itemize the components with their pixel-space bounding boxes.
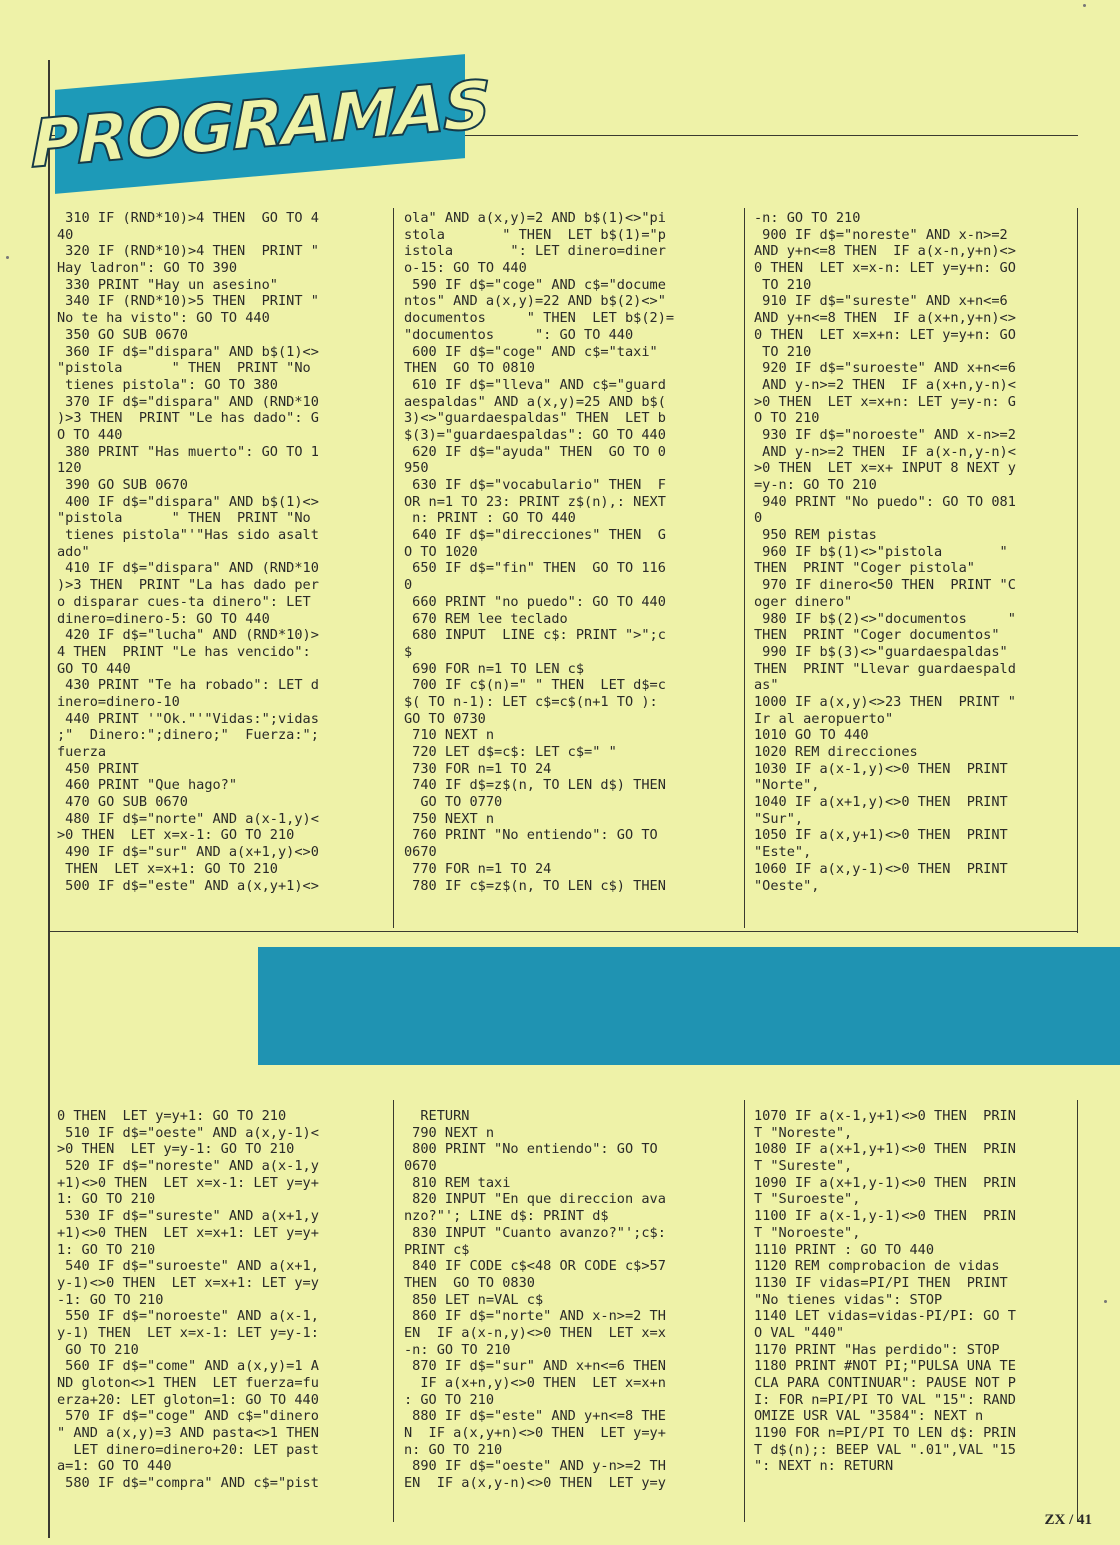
code-line: "No tienes vidas": STOP [754,1291,943,1308]
code-line: RETURN [404,1108,470,1124]
code-line: 400 IF d$="dispara" AND b$(1)<> [57,493,319,510]
code-line: LET dinero=dinero+20: LET past [57,1441,319,1458]
code-line: 520 IF d$="noreste" AND a(x-1,y [57,1158,319,1175]
code-line: 1060 IF a(x,y-1)<>0 THEN PRINT [754,860,1008,877]
code-line: n: GO TO 210 [404,1441,503,1458]
code-line: oger dinero" [754,593,853,610]
code-line: dinero=dinero-5: GO TO 440 [57,610,270,627]
code-line: 1100 IF a(x-1,y-1)<>0 THEN PRIN [754,1208,1016,1225]
code-line: 530 IF d$="sureste" AND a(x+1,y [57,1208,319,1225]
code-column-top-2 [404,210,740,894]
code-line: 350 GO SUB 0670 [57,326,188,343]
code-line: 820 INPUT "En que direccion ava [404,1191,666,1208]
code-line: 450 PRINT [57,760,139,777]
code-line: 0670 [404,1158,437,1175]
code-line: "pistola " THEN PRINT "No [57,510,311,527]
code-line: "pistola " THEN PRINT "No [57,360,311,377]
section-logo [31,54,489,194]
code-line: istola ": LET dinero=diner [404,243,666,260]
code-line: ;" Dinero:";dinero;" Fuerza:"; [57,727,319,744]
code-line: aespaldas" AND a(x,y)=25 AND b$( [404,393,666,410]
code-line: 720 LET d$=c$: LET c$=" " [404,744,617,760]
code-line: stola " THEN LET b$(1)="p [404,226,666,243]
code-line: tienes pistola": GO TO 380 [57,376,278,393]
code-line: ola" AND a(x,y)=2 AND b$(1)<>"pi [404,210,666,226]
code-line: n: PRINT : GO TO 440 [404,510,576,527]
code-line: PRINT c$ [404,1241,470,1258]
code-line: 0 [404,577,413,594]
code-line: AND y+n<=8 THEN IF a(x-n,y+n)<> [754,243,1016,260]
code-line: 680 INPUT LINE c$: PRINT ">";c [404,627,666,644]
code-line: 800 PRINT "No entiendo": GO TO [404,1141,658,1158]
code-line: 1120 REM comprobacion de vidas [754,1258,1000,1275]
code-line: 1030 IF a(x-1,y)<>0 THEN PRINT [754,760,1008,777]
code-line: $(3)="guardaespaldas": GO TO 440 [404,426,666,443]
code-line: ado" [57,543,90,560]
code-line: 810 REM taxi [404,1174,511,1191]
code-line: 570 IF d$="coge" AND c$="dinero [57,1408,319,1425]
code-line: "Sur", [754,810,804,827]
code-line: nzo?"'; LINE d$: PRINT d$ [404,1208,609,1225]
code-line: 880 IF d$="este" AND y+n<=8 THE [404,1408,666,1425]
code-line: OR n=1 TO 23: PRINT z$(n),: NEXT [404,493,666,510]
code-line: 710 NEXT n [404,727,495,744]
code-line: T "Noroeste", [754,1224,861,1241]
code-line: 700 IF c$(n)=" " THEN LET d$=c [404,677,666,694]
code-line: 740 IF d$=z$(n, TO LEN d$) THEN [404,777,666,794]
decorative-color-band [258,947,1120,1065]
code-line: 870 IF d$="sur" AND x+n<=6 THEN [404,1358,666,1375]
code-line: 1140 LET vidas=vidas-PI/PI: GO T [754,1308,1016,1325]
code-line: 930 IF d$="noroeste" AND x-n>=2 [754,426,1016,443]
code-line: THEN LET x=x+1: GO TO 210 [57,860,278,877]
column-rule [393,208,394,928]
code-line: fuerza [57,744,107,760]
code-line: -1: GO TO 210 [57,1291,164,1308]
code-line: CLA PARA CONTINUAR": PAUSE NOT P [754,1375,1016,1391]
code-line: inero=dinero-10 [57,693,180,710]
code-line: +1)<>0 THEN LET x=x+1: LET y=y+ [57,1224,319,1241]
code-line: 1010 GO TO 440 [754,727,869,744]
print-speck [1083,4,1086,7]
code-column-bottom-3 [754,1108,1076,1475]
code-line: erza+20: LET gloton=1: GO TO 440 [57,1391,319,1408]
code-line: 970 IF dinero<50 THEN PRINT "C [754,577,1016,594]
code-line: N IF a(x,y+n)<>0 THEN LET y=y+ [404,1425,666,1442]
code-line: 40 [57,226,74,243]
code-line: o-15: GO TO 440 [404,260,527,277]
code-line: =y-n: GO TO 210 [754,477,877,493]
code-line: 340 IF (RND*10)>5 THEN PRINT " [57,293,319,310]
code-line: 470 GO SUB 0670 [57,794,188,811]
code-line: -n: GO TO 210 [404,1341,511,1358]
code-line: 590 IF d$="coge" AND c$="docume [404,276,666,293]
code-line: 1040 IF a(x+1,y)<>0 THEN PRINT [754,794,1008,811]
code-line: 960 IF b$(1)<>"pistola " [754,543,1008,560]
code-line: 480 IF d$="norte" AND a(x-1,y)< [57,810,319,827]
code-line: IF a(x+n,y)<>0 THEN LET x=x+n [404,1375,666,1391]
code-line: THEN GO TO 0830 [404,1274,535,1291]
code-line: 1: GO TO 210 [57,1241,156,1258]
code-line: 0 THEN LET x=x+n: LET y=y+n: GO [754,326,1016,343]
section-title: PROGRAMAS [31,65,489,183]
code-line: : GO TO 210 [404,1391,495,1408]
code-line: ": NEXT n: RETURN [754,1458,894,1475]
code-line: 910 IF d$="sureste" AND x+n<=6 [754,293,1008,310]
code-line: AND y-n>=2 THEN IF a(x-n,y-n)< [754,443,1016,460]
code-line: ntos" AND a(x,y)=22 AND b$(2)<>" [404,293,666,310]
code-line: T d$(n);: BEEP VAL ".01",VAL "15 [754,1441,1016,1458]
code-line: $( TO n-1): LET c$=c$(n+1 TO ): [404,693,658,710]
code-line: 0670 [404,844,437,861]
code-column-top-3 [754,210,1076,894]
code-line: Hay ladron": GO TO 390 [57,260,238,277]
code-line: T "Suroeste", [754,1191,861,1208]
code-line: 380 PRINT "Has muerto": GO TO 1 [57,443,319,460]
code-line: "documentos ": GO TO 440 [404,326,634,343]
code-line: AND y+n<=8 THEN IF a(x+n,y+n)<> [754,310,1016,327]
right-column-rule [1077,208,1078,933]
code-line: )>3 THEN PRINT "Le has dado": G [57,410,319,427]
code-line: EN IF a(x,y-n)<>0 THEN LET y=y [404,1475,666,1492]
page-folio: ZX / 41 [1044,1512,1092,1528]
code-column-bottom-2 [404,1108,740,1492]
code-line: 560 IF d$="come" AND a(x,y)=1 A [57,1358,319,1375]
code-line: TO 210 [754,276,812,293]
code-line: TO 210 [754,343,812,360]
code-line: 600 IF d$="coge" AND c$="taxi" [404,343,658,360]
code-line: 1180 PRINT #NOT PI;"PULSA UNA TE [754,1358,1016,1375]
code-line: 950 [404,460,429,477]
code-line: 1: GO TO 210 [57,1191,156,1208]
code-line: 730 FOR n=1 TO 24 [404,760,552,777]
code-line: y-1)<>0 THEN LET x=x+1: LET y=y [57,1274,319,1291]
code-line: tienes pistola"'"Has sido asalt [57,527,319,544]
code-line: 750 NEXT n [404,810,495,827]
code-line: 670 REM lee teclado [404,610,568,627]
code-line: 940 PRINT "No puedo": GO TO 081 [754,493,1016,510]
code-line: 510 IF d$="oeste" AND a(x,y-1)< [57,1124,319,1141]
code-line: " AND a(x,y)=3 AND pasta<>1 THEN [57,1425,319,1442]
code-line: 4 THEN PRINT "Le has vencido": [57,643,311,660]
code-line: 1170 PRINT "Has perdido": STOP [754,1341,1000,1358]
code-line: 1080 IF a(x+1,y+1)<>0 THEN PRIN [754,1141,1016,1158]
code-line: GO TO 210 [57,1341,139,1358]
code-line: >0 THEN LET x=x+n: LET y=y-n: G [754,393,1016,410]
code-line: 920 IF d$="suroeste" AND x+n<=6 [754,360,1016,377]
left-margin-rule [48,60,50,1538]
code-line: 980 IF b$(2)<>"documentos " [754,610,1016,627]
column-rule [393,1100,394,1522]
code-line: O TO 210 [754,410,820,427]
code-column-bottom-1 [57,1108,391,1492]
code-line: 440 PRINT '"Ok."'"Vidas:";vidas [57,710,319,727]
code-line: o disparar cues-ta dinero": LET [57,593,311,610]
code-line: 360 IF d$="dispara" AND b$(1)<> [57,343,319,360]
code-line: 770 FOR n=1 TO 24 [404,860,552,877]
code-line: 0 [754,510,763,527]
code-line: "Norte", [754,777,820,794]
code-line: O VAL "440" [754,1324,845,1341]
code-line: 1130 IF vidas=PI/PI THEN PRINT [754,1274,1008,1291]
print-speck [1104,1300,1107,1303]
code-line: 760 PRINT "No entiendo": GO TO [404,827,658,844]
code-line: T "Noreste", [754,1124,853,1141]
code-line: 410 IF d$="dispara" AND (RND*10 [57,560,319,577]
code-line: EN IF a(x-n,y)<>0 THEN LET x=x [404,1324,666,1341]
code-line: 0 THEN LET y=y+1: GO TO 210 [57,1108,287,1124]
code-line: 1020 REM direcciones [754,744,918,760]
code-line: 640 IF d$="direcciones" THEN G [404,527,666,544]
code-line: 860 IF d$="norte" AND x-n>=2 TH [404,1308,666,1325]
column-rule [744,208,745,928]
code-line: GO TO 440 [57,660,131,677]
code-line: I: FOR n=PI/PI TO VAL "15": RAND [754,1391,1016,1408]
code-line: 1000 IF a(x,y)<>23 THEN PRINT " [754,693,1016,710]
code-line: 320 IF (RND*10)>4 THEN PRINT " [57,243,319,260]
code-line: 3)<>"guardaespaldas" THEN LET b [404,410,666,427]
code-line: 610 IF d$="lleva" AND c$="guard [404,376,666,393]
code-line: 1110 PRINT : GO TO 440 [754,1241,935,1258]
code-line: 310 IF (RND*10)>4 THEN GO TO 4 [57,210,319,226]
code-line: 1090 IF a(x+1,y-1)<>0 THEN PRIN [754,1174,1016,1191]
code-line: >0 THEN LET x=x+ INPUT 8 NEXT y [754,460,1016,477]
print-speck [6,256,9,259]
code-line: 540 IF d$="suroeste" AND a(x+1, [57,1258,319,1275]
code-line: 950 REM pistas [754,527,877,544]
code-line: $ [404,643,413,660]
code-line: -n: GO TO 210 [754,210,861,226]
code-line: )>3 THEN PRINT "La has dado per [57,577,319,594]
code-line: 550 IF d$="noroeste" AND a(x-1, [57,1308,319,1325]
code-line: O TO 1020 [404,543,478,560]
code-line: 120 [57,460,82,477]
code-line: "Este", [754,844,812,861]
code-line: 460 PRINT "Que hago?" [57,777,238,794]
code-line: 430 PRINT "Te ha robado": LET d [57,677,319,694]
code-line: 630 IF d$="vocabulario" THEN F [404,477,666,493]
code-line: ND gloton<>1 THEN LET fuerza=fu [57,1375,319,1391]
code-line: 650 IF d$="fin" THEN GO TO 116 [404,560,666,577]
code-line: THEN GO TO 0810 [404,360,535,377]
code-line: 580 IF d$="compra" AND c$="pist [57,1475,319,1492]
code-line: 490 IF d$="sur" AND a(x+1,y)<>0 [57,844,319,861]
code-line: Ir al aeropuerto" [754,710,894,727]
code-line: 420 IF d$="lucha" AND (RND*10)> [57,627,319,644]
code-column-top-1 [57,210,391,894]
code-line: 850 LET n=VAL c$ [404,1291,544,1308]
code-line: 660 PRINT "no puedo": GO TO 440 [404,593,666,610]
code-line: 690 FOR n=1 TO LEN c$ [404,660,585,677]
code-line: documentos " THEN LET b$(2)= [404,310,675,327]
code-line: 500 IF d$="este" AND a(x,y+1)<> [57,877,319,894]
top-block-bottom-rule [48,931,1078,932]
code-line: THEN PRINT "Coger pistola" [754,560,975,577]
code-line: 900 IF d$="noreste" AND x-n>=2 [754,226,1008,243]
code-line: "Oeste", [754,877,820,894]
code-line: 1190 FOR n=PI/PI TO LEN d$: PRIN [754,1425,1016,1442]
code-line: +1)<>0 THEN LET x=x-1: LET y=y+ [57,1174,319,1191]
code-line: GO TO 0770 [404,794,503,811]
code-line: AND y-n>=2 THEN IF a(x+n,y-n)< [754,376,1016,393]
code-line: THEN PRINT "Coger documentos" [754,627,1000,644]
code-line: 780 IF c$=z$(n, TO LEN c$) THEN [404,877,666,894]
code-line: 990 IF b$(3)<>"guardaespaldas" [754,643,1008,660]
code-line: THEN PRINT "Llevar guardaespald [754,660,1016,677]
code-line: a=1: GO TO 440 [57,1458,172,1475]
code-line: 370 IF d$="dispara" AND (RND*10 [57,393,319,410]
code-line: 0 THEN LET x=x-n: LET y=y+n: GO [754,260,1016,277]
code-line: >0 THEN LET x=x-1: GO TO 210 [57,827,295,844]
code-line: 330 PRINT "Hay un asesino" [57,276,278,293]
code-line: O TO 440 [57,426,123,443]
code-line: 620 IF d$="ayuda" THEN GO TO 0 [404,443,666,460]
column-rule [744,1100,745,1522]
code-line: 1050 IF a(x,y+1)<>0 THEN PRINT [754,827,1008,844]
code-line: 890 IF d$="oeste" AND y-n>=2 TH [404,1458,666,1475]
code-line: OMIZE USR VAL "3584": NEXT n [754,1408,984,1425]
code-line: T "Sureste", [754,1158,853,1175]
code-line: >0 THEN LET y=y-1: GO TO 210 [57,1141,295,1158]
code-line: 840 IF CODE c$<48 OR CODE c$>57 [404,1258,666,1275]
code-line: No te ha visto": GO TO 440 [57,310,270,327]
code-line: 790 NEXT n [404,1124,495,1141]
code-line: 830 INPUT "Cuanto avanzo?"';c$: [404,1224,666,1241]
code-line: 1070 IF a(x-1,y+1)<>0 THEN PRIN [754,1108,1016,1124]
code-line: GO TO 0730 [404,710,486,727]
code-line: as" [754,677,779,694]
code-line: 390 GO SUB 0670 [57,477,188,493]
code-line: y-1) THEN LET x=x-1: LET y=y-1: [57,1324,319,1341]
right-column-rule [1077,1100,1078,1522]
